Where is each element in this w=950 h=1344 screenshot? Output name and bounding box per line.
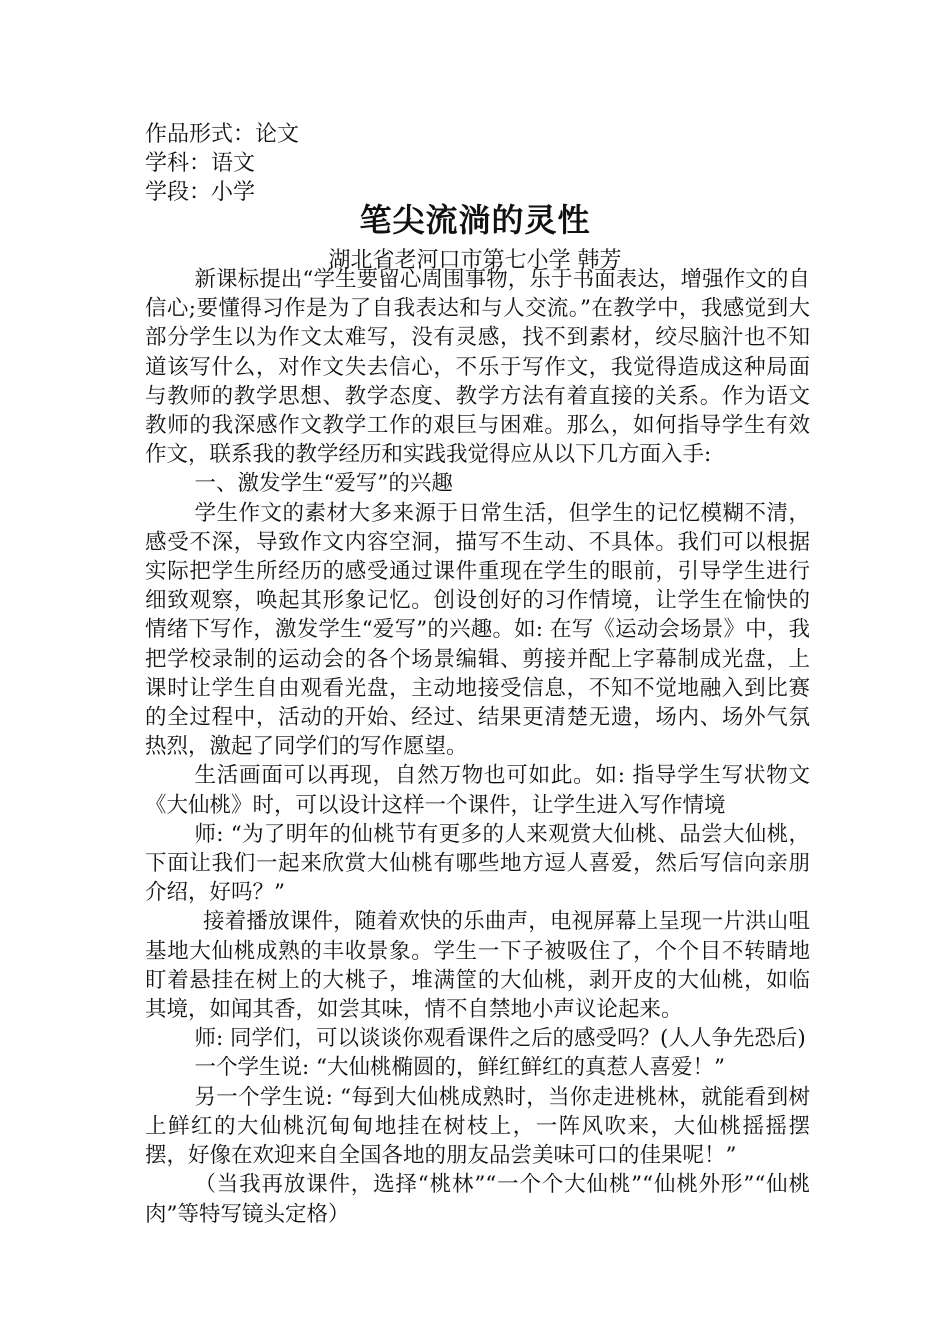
paragraph: 生活画面可以再现，自然万物也可如此。如: 指导学生写状物文《大仙桃》时，可以设计这样一个课件，让学生进入写作情境 <box>145 763 810 818</box>
work-form-line: 作品形式：论文 <box>145 122 300 147</box>
paragraph: 另一个学生说: “每到大仙桃成熟时，当你走进桃林，就能看到树上鲜红的大仙桃沉甸甸地挂在树枝上，一阵风吹来，大仙桃摇摇摆摆，好像在欢迎来自全国各地的朋友品尝美味可口的佳果呢！” <box>145 1084 810 1169</box>
section-heading: 一、激发学生“爱写”的兴趣 <box>194 471 453 497</box>
paragraph: 一个学生说: “大仙桃椭圆的，鲜红鲜红的真惹人喜爱！” <box>194 1055 726 1081</box>
stage-line: 学段：小学 <box>145 180 256 205</box>
article-body <box>145 265 810 1229</box>
paragraph: 接着播放课件，随着欢快的乐曲声，电视屏幕上呈现一片洪山咀基地大仙桃成熟的丰收景象。学生一下子被吸住了，个个目不转睛地盯着悬挂在树上的大桃子，堆满筐的大仙桃，剥开皮的大仙桃，如临其境，如闻其香，如尝其味，情不自禁地小声议论起来。 <box>145 909 810 1023</box>
document-meta <box>145 120 299 207</box>
paragraph: （当我再放课件，选择“桃林”“一个个大仙桃”“仙桃外形”“仙桃肉”等特写镜头定格） <box>145 1172 810 1227</box>
paragraph: 学生作文的素材大多来源于日常生活，但学生的记忆模糊不清，感受不深，导致作文内容空洞，描写不生动、不具体。我们可以根据实际把学生所经历的感受通过课件重现在学生的眼前，引导学生进行细致观察，唤起其形象记忆。创设创好的习作情境，让学生在愉快的情绪下写作，激发学生“爱写”的兴趣。如: 在写《运动会场景》中，我把学校录制的运动会的各个场景编辑、剪接并配上字幕制成光盘，上课时让学生自由观看光盘，主动地接受信息，不知不觉地融入到比赛的全过程中，活动的开始、经过、结果更清楚无遗，场内、场外气氛热烈，激起了同学们的写作愿望。 <box>145 500 810 760</box>
subject-line: 学科：语文 <box>145 151 256 176</box>
article-title: 笔尖流淌的灵性 <box>359 201 591 239</box>
article-author: 湖北省老河口市第七小学 韩芳 <box>328 248 622 273</box>
paragraph: 师: “为了明年的仙桃节有更多的人来观赏大仙桃、品尝大仙桃，下面让我们一起来欣赏大仙桃有哪些地方逗人喜爱，然后写信向亲朋介绍，好吗？” <box>145 821 810 906</box>
paragraph: 师: 同学们，可以谈谈你观看课件之后的感受吗？(人人争先恐后) <box>194 1026 806 1052</box>
paragraph: 新课标提出“学生要留心周围事物，乐于书面表达，增强作文的自信心;要懂得习作是为了自我表达和与人交流。”在教学中，我感觉到大部分学生以为作文太难写，没有灵感，找不到素材，绞尽脑汁也不知道该写什么，对作文失去信心，不乐于写作文，我觉得造成这种局面与教师的教学思想、教学态度、教学方法有着直接的关系。作为语文教师的我深感作文教学工作的艰巨与困难。那么，如何指导学生有效作文，联系我的教学经历和实践我觉得应从以下几方面入手: <box>145 267 810 468</box>
